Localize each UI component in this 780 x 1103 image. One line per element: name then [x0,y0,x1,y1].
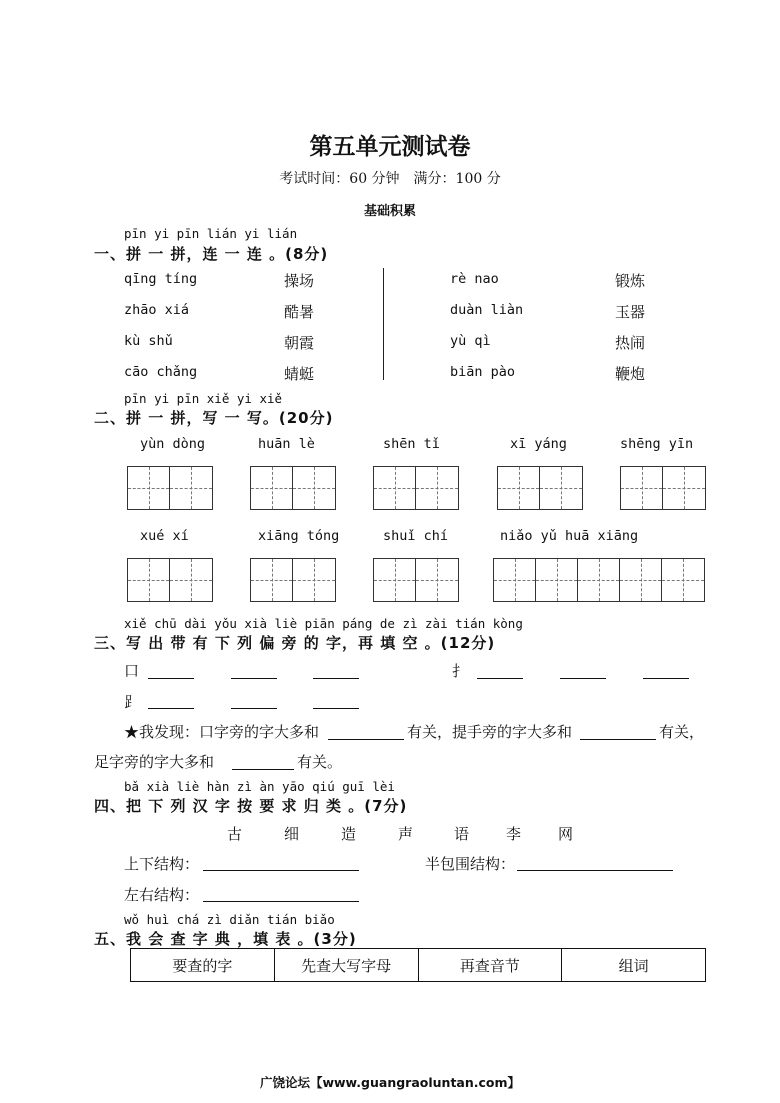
table-header-cell: 先查大写字母 [274,949,418,982]
q2-word-pinyin: xiāng tóng [258,528,340,544]
writing-grid[interactable] [373,558,459,602]
writing-grid[interactable] [250,466,336,510]
answer-blank[interactable] [643,677,689,679]
label-half-enclosure: 半包围结构： [425,855,516,873]
writing-grid[interactable] [250,558,336,602]
q1-left-word: 酷暑 [284,303,315,321]
answer-blank[interactable] [517,869,673,871]
q1-left-pinyin: cāo chǎng [124,364,198,380]
q1-left-pinyin: qīng tíng [124,271,198,287]
answer-blank[interactable] [328,738,404,740]
divider-line [383,268,384,380]
radical-kou: 口 [124,662,140,680]
discovery-text: 有关， [659,723,705,741]
q1-heading: 一、拼 一 拼，连 一 连 。(8分) [94,245,329,263]
q2-word-pinyin: yùn dòng [140,436,206,452]
answer-blank[interactable] [580,738,656,740]
q1-left-word: 蜻蜓 [284,365,315,383]
writing-grid[interactable] [497,466,583,510]
q4-char: 网 [558,825,574,843]
q2-word-pinyin: xī yáng [510,436,567,452]
q5-pinyin: wǒ huì chá zì diǎn tián biǎo [124,912,335,927]
writing-grid[interactable] [620,466,706,510]
q4-char: 造 [341,825,357,843]
answer-blank[interactable] [560,677,606,679]
q2-word-pinyin: shuǐ chí [383,528,449,544]
writing-grid[interactable] [127,558,213,602]
q2-word-pinyin: niǎo yǔ huā xiāng [500,528,639,544]
q1-right-pinyin: biān pào [450,364,516,380]
section-heading: 基础积累 [363,204,416,219]
q2-word-pinyin: shēn tǐ [383,436,440,452]
table-header-cell: 要查的字 [131,949,275,982]
answer-blank[interactable] [477,677,523,679]
label-left-right: 左右结构： [124,886,200,904]
answer-blank[interactable] [203,869,359,871]
radical-zu: ⻊ [124,693,140,711]
answer-blank[interactable] [148,707,194,709]
q1-pinyin: pīn yi pīn lián yi lián [124,226,298,241]
table-row [131,949,706,982]
answer-blank[interactable] [148,677,194,679]
writing-grid[interactable] [373,466,459,510]
discovery-text: ★我发现：口字旁的字大多和 [124,723,320,741]
writing-grid[interactable] [493,558,705,602]
q4-char: 李 [506,825,522,843]
discovery-text: 足字旁的字大多和 [94,753,215,771]
q1-right-word: 锻炼 [615,272,646,290]
discovery-text: 有关，提手旁的字大多和 [407,723,573,741]
radical-shou: 扌 [452,662,468,680]
q1-left-pinyin: zhāo xiá [124,302,190,318]
q2-word-pinyin: shēng yīn [620,436,694,452]
answer-blank[interactable] [231,677,277,679]
q1-right-pinyin: duàn liàn [450,302,524,318]
q4-char: 细 [284,825,300,843]
answer-blank[interactable] [313,677,359,679]
q4-char: 声 [398,825,414,843]
q1-right-word: 鞭炮 [615,365,646,383]
q4-char: 古 [227,825,243,843]
q1-right-word: 玉器 [615,303,646,321]
writing-grid[interactable] [127,466,213,510]
q4-pinyin: bǎ xià liè hàn zì àn yāo qiú guī lèi [124,779,395,794]
table-header-cell: 再查音节 [418,949,562,982]
q1-right-word: 热闹 [615,334,646,352]
q2-word-pinyin: huān lè [258,436,315,452]
q5-heading: 五、我 会 查 字 典 ，填 表 。(3分) [94,930,357,948]
q3-pinyin: xiě chū dài yǒu xià liè piān páng de zì zài tián kòng [124,616,523,631]
label-top-bottom: 上下结构： [124,855,200,873]
answer-blank[interactable] [232,768,294,770]
footer-source: 广饶论坛【www.guangraoluntan.com】 [259,1075,521,1090]
answer-blank[interactable] [231,707,277,709]
page-title: 第五单元测试卷 [309,134,471,160]
q3-heading: 三、写 出 带 有 下 列 偏 旁 的 字，再 填 空 。(12分) [94,634,496,652]
q2-heading: 二、拼 一 拼，写 一 写。(20分) [94,409,334,427]
q1-left-word: 操场 [284,272,315,290]
q4-char: 语 [454,825,470,843]
q1-left-word: 朝霞 [284,334,315,352]
answer-blank[interactable] [203,900,359,902]
discovery-text: 有关。 [297,753,343,771]
q1-right-pinyin: rè nao [450,271,499,287]
q2-pinyin: pīn yi pīn xiě yi xiě [124,391,283,406]
q1-right-pinyin: yù qì [450,333,491,349]
q2-word-pinyin: xué xí [140,528,189,544]
dictionary-table [130,948,706,982]
exam-info: 考试时间：60 分钟 满分：100 分 [279,171,501,187]
table-header-cell: 组词 [562,949,706,982]
q4-heading: 四、把 下 列 汉 字 按 要 求 归 类 。(7分) [94,797,408,815]
q1-left-pinyin: kù shǔ [124,333,173,349]
answer-blank[interactable] [313,707,359,709]
